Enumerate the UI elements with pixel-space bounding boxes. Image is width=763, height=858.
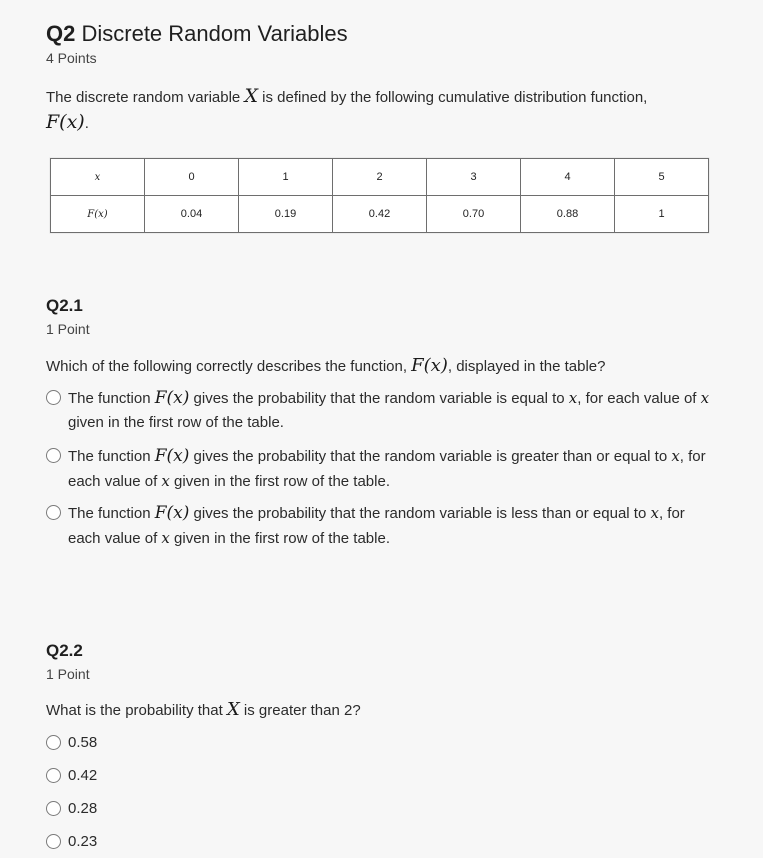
prompt-text: , displayed in the table? [447,358,606,375]
intro-text: . [84,115,89,132]
math-var-X: X [226,699,240,720]
math-func-F: F(x) [154,446,190,466]
math-var-x: x [568,389,578,407]
table-cell-x: 4 [521,159,615,196]
option-label: 0.28 [68,800,98,817]
table-cell-x: 5 [615,159,709,196]
question-intro [46,84,716,136]
prompt-text: is greater than 2? [239,702,361,719]
question-title [46,21,348,47]
radio-button[interactable] [46,801,61,816]
subquestion-points-q21: 1 Point [46,321,90,337]
question-title-text: Discrete Random Variables [81,21,348,46]
subquestion-title-q21: Q2.1 [46,296,83,315]
table-cell-fx: 0.42 [333,196,427,233]
math-func-F: F(x) [46,111,85,133]
radio-button[interactable] [46,735,61,750]
q21-option-equal[interactable] [46,386,714,435]
table-row-fx [51,196,709,233]
table-cell-fx: 0.70 [427,196,521,233]
radio-button[interactable] [46,448,61,463]
q22-option-3[interactable] [46,797,246,821]
option-text: , for each value of [68,448,706,490]
math-func-F: F(x) [154,503,190,523]
option-text: given in the first row of the table. [68,414,284,431]
table-cell-x: 0 [145,159,239,196]
option-label [68,386,714,435]
option-label [68,501,714,551]
prompt-text: What is the probability that [46,702,227,719]
math-var-x: x [700,389,710,407]
q21-option-greater-equal[interactable] [46,444,714,494]
table-cell-fx: 0.88 [521,196,615,233]
option-label [68,444,714,494]
q21-prompt [46,355,726,378]
option-text: The function [68,390,155,407]
option-text: The function [68,448,155,465]
table-cell-fx: 1 [615,196,709,233]
intro-text: The discrete random variable [46,89,245,106]
option-text: given in the first row of the table. [169,530,390,547]
option-text: gives the probability that the random variable is less than or equal to [189,505,651,522]
table-header-fx: F(x) [51,196,145,233]
math-var-x: x [161,529,170,547]
prompt-text: Which of the following correctly describes the function, [46,358,412,375]
table-cell-x: 1 [239,159,333,196]
option-label: 0.58 [68,734,98,751]
option-text: given in the first row of the table. [169,473,390,490]
q22-option-1[interactable] [46,731,246,755]
option-text: gives the probability that the random variable is equal to [189,390,569,407]
cdf-table [50,158,709,233]
option-label: 0.23 [68,833,98,850]
q21-option-less-equal[interactable] [46,501,714,551]
table-cell-fx: 0.19 [239,196,333,233]
question-number: Q2 [46,21,76,46]
radio-button[interactable] [46,505,61,520]
math-var-x: x [650,504,659,522]
radio-button[interactable] [46,834,61,849]
subquestion-points-q22: 1 Point [46,666,90,682]
q22-option-4[interactable] [46,830,246,854]
q22-option-2[interactable] [46,764,246,788]
table-cell-x: 3 [427,159,521,196]
math-var-x: x [671,447,680,465]
radio-button[interactable] [46,390,61,405]
math-func-F: F(x) [411,355,448,376]
radio-button[interactable] [46,768,61,783]
option-label: 0.42 [68,767,98,784]
q22-prompt [46,699,726,722]
table-row-x [51,159,709,196]
option-text: , for each value of [68,505,685,547]
question-points: 4 Points [46,50,97,66]
option-text: , for each value of [577,390,701,407]
subquestion-title-q22: Q2.2 [46,641,83,660]
table-cell-x: 2 [333,159,427,196]
option-text: The function [68,505,155,522]
table-header-x: x [51,159,145,196]
math-var-x: x [161,472,170,490]
option-text: gives the probability that the random variable is greater than or equal to [189,448,672,465]
intro-text: is defined by the following cumulative distribution function, [257,89,648,106]
math-func-F: F(x) [154,388,190,408]
math-var-X: X [244,85,258,107]
table-cell-fx: 0.04 [145,196,239,233]
